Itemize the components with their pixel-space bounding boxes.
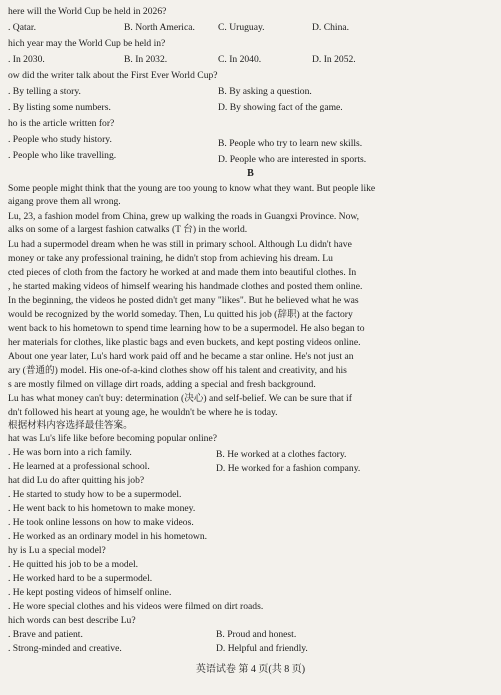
q5-option-c: . He learned at a professional school. <box>8 461 150 472</box>
question-7: hy is Lu a special model? <box>8 545 106 556</box>
passage-line: , he started making videos of himself wearing his handmade clothes and posted them online. <box>8 281 363 292</box>
q5-option-b: B. He worked at a clothes factory. <box>216 449 347 460</box>
q8-option-d: D. Helpful and friendly. <box>216 643 308 654</box>
q6-option-c: . He took online lessons on how to make videos. <box>8 517 194 528</box>
q4-option-b: B. People who try to learn new skills. <box>218 138 363 149</box>
q7-option-c: . He kept posting videos of himself online. <box>8 587 172 598</box>
q1-option-a: . Qatar. <box>8 22 36 33</box>
passage-line: Lu has what money can't buy: determination (决心) and self-belief. We can be sure that if <box>8 393 352 404</box>
question-6: hat did Lu do after quitting his job? <box>8 475 145 486</box>
q8-option-c: . Strong-minded and creative. <box>8 643 122 654</box>
question-2: hich year may the World Cup be held in? <box>8 38 166 49</box>
section-b-heading: B <box>247 168 254 179</box>
q3-option-d: D. By showing fact of the game. <box>218 102 343 113</box>
question-4: ho is the article written for? <box>8 118 115 129</box>
q4-option-d: D. People who are interested in sports. <box>218 154 367 165</box>
question-8: hich words can best describe Lu? <box>8 615 136 626</box>
q2-option-a: . In 2030. <box>8 54 45 65</box>
passage-line: s are mostly filmed on village dirt roads, adding a special and fresh background. <box>8 379 316 390</box>
q5-option-a: . He was born into a rich family. <box>8 447 132 458</box>
passage-line: cted pieces of cloth from the factory he worked at and made them into beautiful clothes. In <box>8 267 357 278</box>
q7-option-a: . He quitted his job to be a model. <box>8 559 139 570</box>
instruction: 根据材料内容选择最佳答案。 <box>8 420 133 431</box>
q6-option-d: . He worked as an ordinary model in his hometown. <box>8 531 208 542</box>
q2-option-b: B. In 2032. <box>124 54 168 65</box>
q3-option-a: . By telling a story. <box>8 86 81 97</box>
question-1: here will the World Cup be held in 2026? <box>8 6 167 17</box>
passage-line: her materials for clothes, like plastic bags and even buckets, and kept posting videos online. <box>8 337 361 348</box>
question-3: ow did the writer talk about the First Ever World Cup? <box>8 70 218 81</box>
q6-option-b: . He went back to his hometown to make money. <box>8 503 196 514</box>
q2-option-d: D. In 2052. <box>312 54 356 65</box>
passage-line: About one year later, Lu's hard work paid off and he became a star online. He's not just an <box>8 351 354 362</box>
passage-line: money or take any professional training, he didn't stop from achieving his dream. Lu <box>8 253 333 264</box>
passage-line: alks on some of a largest fashion catwalks (T 台) in the world. <box>8 224 248 235</box>
passage-line: Some people might think that the young are too young to know what they want. But people like <box>8 183 376 194</box>
q1-option-c: C. Uruguay. <box>218 22 265 33</box>
q7-option-b: . He worked hard to be a supermodel. <box>8 573 153 584</box>
q1-option-b: B. North America. <box>124 22 195 33</box>
passage-line: went back to his hometown to spend time learning how to be a supermodel. He also began to <box>8 323 365 334</box>
q5-option-d: D. He worked for a fashion company. <box>216 463 361 474</box>
q6-option-a: . He started to study how to be a supermodel. <box>8 489 182 500</box>
q4-option-c: . People who like travelling. <box>8 150 117 161</box>
q3-option-b: B. By asking a question. <box>218 86 312 97</box>
q2-option-c: C. In 2040. <box>218 54 262 65</box>
passage-line: aigang prove them all wrong. <box>8 196 121 207</box>
q3-option-c: . By listing some numbers. <box>8 102 111 113</box>
passage-line: ary (普通的) model. His one-of-a-kind clothes show off his talent and creativity, and his <box>8 365 347 376</box>
passage-line: dn't followed his heart at young age, he wouldn't be where he is today. <box>8 407 278 418</box>
question-5: hat was Lu's life like before becoming popular online? <box>8 433 217 444</box>
passage-line: Lu had a supermodel dream when he was still in primary school. Although Lu didn't have <box>8 239 352 250</box>
q8-option-a: . Brave and patient. <box>8 629 83 640</box>
q7-option-d: . He wore special clothes and his videos were filmed on dirt roads. <box>8 601 264 612</box>
passage-line: In the beginning, the videos he posted didn't get many "likes". But he believed what he was <box>8 295 359 306</box>
page-footer: 英语试卷 第 4 页(共 8 页) <box>195 664 306 675</box>
q4-option-a: . People who study history. <box>8 134 112 145</box>
q1-option-d: D. China. <box>312 22 350 33</box>
q8-option-b: B. Proud and honest. <box>216 629 297 640</box>
passage-line: Lu, 23, a fashion model from China, grew up walking the roads in Guangxi Province. Now, <box>8 211 360 222</box>
passage-line: would be recognized by the world someday. Then, Lu quitted his job (辞职) at the factory <box>8 309 353 320</box>
